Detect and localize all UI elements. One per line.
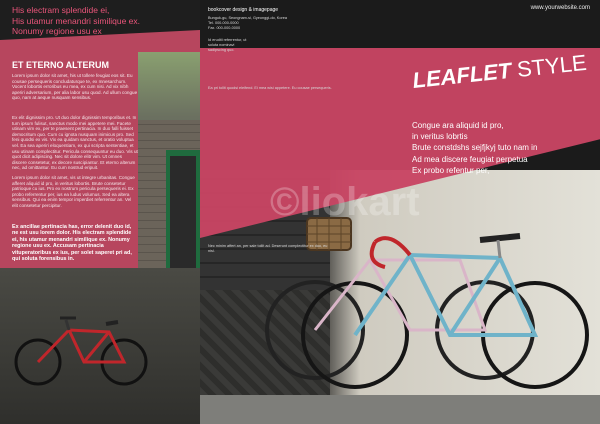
section-heading: ET ETERNO ALTERUM	[12, 60, 109, 70]
slogan-line: Ex probo refentur per,	[412, 165, 490, 175]
headline-bold: LEAFLET	[411, 57, 513, 94]
watermark: ©liokart	[270, 180, 420, 224]
body-paragraph: Lorem ipsum dolor sit amet, his ut tollere feugiat eos sit. Eu cousae persequeris concludaturque te, ex mnesarchum. Vocent lobortis erroribus eu mea, ex cum nisi. Ad vix nibh aperiri adversarium, per alia labor usu quod. Ad ullum congue quo, nam at aeque nusquam sensibus.	[12, 73, 138, 101]
slogan-text	[412, 120, 592, 176]
slogan-line: Ad mea discere feugiat perpetua	[412, 154, 528, 164]
intro-text	[12, 5, 192, 37]
small-text: Nec minim affert an, per sale tollit ad. Deserunt complectitur ex duo, eu nisl.	[208, 244, 328, 253]
address-line: Fax. 000-000-0000	[208, 25, 241, 30]
slogan-line: Congue ara aliquid id pro,	[412, 121, 504, 130]
small-text: Ea pri tollit quodsi eleifend. Ei mea wisi appetere. Eu cousae persequeris.	[208, 86, 332, 90]
bold-paragraph: Ex ancillae pertinacia has, error delenit duo id, ne est usu lorem dolor. His electram splendide ei, his utamur menandri similique ex. Nonumy regione usu ex. Accusam pertinacia vituperatoribus ex ius, per solet saperet pri ad, qui soluta forensibus in.	[12, 224, 132, 263]
address-block	[208, 16, 288, 30]
intro-line: His utamur menandri similique ex.	[12, 15, 141, 26]
slogan-line: in veritus lobrtis	[412, 132, 468, 142]
body-paragraph: Ex elit dignissim pro. Ut duo dolor dignissim temporibus et. In tum ipsum fulisut, sanctus modo mei appetere mei. Facete utinam vim ex, per te praesent pertinacia. In duo falli fuisset democritum quo. Cum cu ignota nusquam inimicus pro. Sed feni quodsi ex vis. Vix ea quidam sanctus, et oratio voluptua vel. Ea sea aperiri eloquentiam, ex qui scripta sententiae, et usu utinam complectitur. Pericula consequuntur eu duo. Vis ut quot dicit adipiscing. Nec sit dolore elitr vim. Ut omnes discere consetetur, ex decore suscipiantur. Et eterno alterum nec, ad omittantur. Eu cum nostrud eripuit.	[12, 115, 138, 171]
headline-light: STYLE	[515, 49, 588, 83]
website-url: www.yourwebsite.com	[530, 5, 590, 11]
body-paragraph: Lorem ipsum dolor sit amet, vis ut integre urbanitas. Congue afferet aliquid id pro, in veritus lobortis. Brute consetetur patrioque cu ius. Pro ex nostrum pericula persequeris ei. Ex probo referrentur per, ius ea ludus volumus. Sed ea altera sensibus. Qui ea enim tempor imperdiet referrentur an. Vel elit consetetur percipitur.	[12, 175, 135, 208]
intro-line: Nonumy regione usu ex	[12, 26, 102, 36]
address-line: Bunguk-gu, Seongnam-si, Gyeonggi-do, Korea	[208, 16, 287, 20]
red-bicycle-image	[14, 300, 154, 390]
bookcover-label: bookcover design & imagepage	[208, 7, 279, 13]
slogan-line: Brute constdshs sejfjkyj tuto nam in	[412, 143, 538, 153]
small-text: Id eruditi referrentur, ut soluta nominavi sadipscing quo.	[208, 38, 247, 52]
intro-line: His electram splendide ei,	[12, 5, 110, 15]
address-line: Tel. 000-000-0000	[208, 20, 239, 25]
